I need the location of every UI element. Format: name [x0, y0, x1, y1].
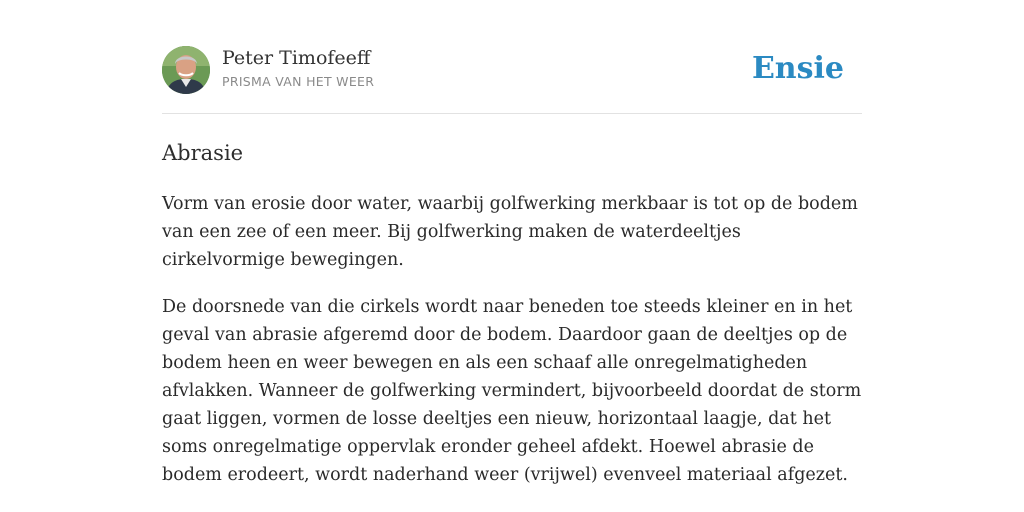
header-divider	[162, 113, 862, 114]
author-name[interactable]: Peter Timofeeff	[222, 47, 371, 69]
author-portrait-icon	[162, 46, 210, 94]
brand-logo[interactable]: Ensie	[751, 51, 844, 86]
article-paragraph: De doorsnede van die cirkels wordt naar beneden toe steeds kleiner en in het geval van abrasie afgeremd door de bodem. Daardoor gaan de deeltjes op de bodem heen en weer bewegen en als een schaaf alle onregelmatigheden afvlakken. Wanneer de golfwerking vermindert, bijvoorbeeld doordat de storm gaat liggen, vormen de losse deeltjes een nieuw, horizontaal laagje, dat het soms onregelmatige oppervlak eronder geheel afdekt. Hoewel abrasie de bodem erodeert, wordt naderhand weer (vrijwel) evenveel materiaal afgezet.	[162, 297, 862, 485]
article-body	[162, 190, 862, 508]
article-paragraph: Vorm van erosie door water, waarbij golfwerking merkbaar is tot op de bodem van een zee of een meer. Bij golfwerking maken de waterdeeltjes cirkelvormige bewegingen.	[162, 194, 858, 270]
card-header	[162, 46, 862, 96]
author-avatar[interactable]	[162, 46, 210, 94]
article-title: Abrasie	[162, 141, 244, 165]
source-label[interactable]: PRISMA VAN HET WEER	[222, 74, 375, 89]
